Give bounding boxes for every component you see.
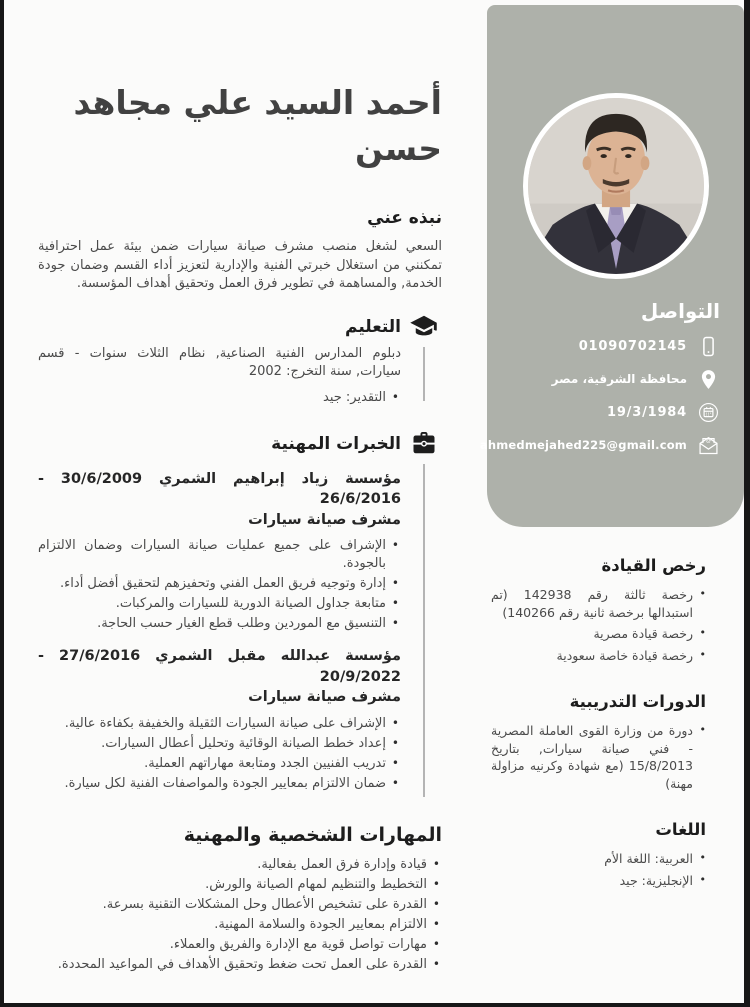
job-duties-list (38, 537, 401, 633)
timeline-line (423, 347, 425, 401)
portrait-illustration (528, 98, 704, 274)
languages-title: اللغات (655, 820, 706, 839)
svg-text:@: @ (705, 438, 712, 445)
contact-rows (479, 335, 720, 457)
smartphone-icon (697, 335, 720, 358)
languages-section (491, 819, 706, 889)
email-envelope-icon (697, 434, 720, 457)
list-item: • الإنجليزية: جيد (491, 872, 706, 890)
list-item: • رخصة ثالثة رقم 142938 (تم استبدالها برخصة ثانية رقم 140266) (491, 586, 706, 621)
education-text: دبلوم المدارس الفنية الصناعية, نظام الثلاث سنوات - قسم سيارات, سنة التخرج: 2002 (38, 345, 401, 379)
contact-location-row (497, 368, 720, 391)
list-item: • تدريب الفنيين الجدد ومتابعة مهاراتهم العملية. (38, 755, 401, 773)
list-item: • الإشراف على جميع عمليات صيانة السيارات وضمان الالتزام بالجودة. (38, 537, 401, 573)
list-item: • التقدير: جيد (38, 389, 401, 407)
list-item: • التنسيق مع الموردين وطلب قطع الغيار حسب الحاجة. (38, 615, 401, 633)
main-column (38, 52, 442, 976)
list-item: • التخطيط والتنظيم لمهام الصيانة والورش. (38, 876, 442, 894)
list-item: • إدارة وتوجيه فريق العمل الفني وتحفيزهم لتحقيق أفضل أداء. (38, 575, 401, 593)
email-text: ahmedmejahed225@gmail.com (479, 438, 687, 452)
education-title: التعليم (345, 316, 401, 337)
education-timeline-rail (406, 312, 442, 409)
list-item: • رخصة قيادة مصرية (491, 625, 706, 643)
languages-list (491, 850, 706, 889)
list-item: • قيادة وإدارة فرق العمل بفعالية. (38, 856, 442, 874)
calendar-icon (697, 401, 720, 424)
sidebar-panel (479, 5, 744, 527)
list-item: • ضمان الالتزام بمعايير الجودة والمواصفات الفنية لكل سيارة. (38, 775, 401, 793)
experience-section (38, 429, 442, 795)
profile-photo (523, 93, 709, 279)
list-item: • مهارات تواصل قوية مع الإدارة والفريق والعملاء. (38, 936, 442, 954)
job-role: مشرف صيانة سيارات (248, 689, 401, 705)
job-role: مشرف صيانة سيارات (248, 511, 401, 528)
list-item: • القدرة على تشخيص الأعطال وحل المشكلات التقنية بسرعة. (38, 896, 442, 914)
sidebar-lower (487, 555, 744, 889)
contact-email-row (479, 434, 720, 457)
contact-birthdate-row (497, 401, 720, 424)
job-heading: مؤسسة زياد إبراهيم الشمري 30/6/2009 - 26/6/2016 (38, 470, 401, 507)
timeline-line (423, 464, 425, 797)
contact-title: التواصل (640, 299, 720, 323)
phone-number: 01090702145 (578, 339, 687, 354)
courses-list (491, 722, 706, 792)
experience-timeline-rail (406, 429, 442, 795)
location-text: محافظة الشرقية، مصر (551, 372, 687, 386)
list-item: • متابعة جداول الصيانة الدورية للسيارات والمركبات. (38, 595, 401, 613)
skills-list (38, 856, 442, 974)
candidate-name: أحمد السيد علي مجاهد حسن (73, 83, 442, 168)
list-item: • رخصة قيادة خاصة سعودية (491, 647, 706, 665)
list-item: • العربية: اللغة الأم (491, 850, 706, 868)
about-title: نبذه عني (367, 208, 442, 228)
sidebar (479, 5, 744, 916)
location-pin-icon (697, 368, 720, 391)
courses-section (491, 691, 706, 792)
list-item: • الإشراف على صيانة السيارات الثقيلة والخفيفة بكفاءة عالية. (38, 715, 401, 733)
list-item: • الالتزام بمعايير الجودة والسلامة المهنية. (38, 916, 442, 934)
courses-title: الدورات التدريبية (569, 692, 706, 711)
graduation-cap-icon (409, 312, 439, 342)
skills-section (38, 823, 442, 974)
contact-phone-row (497, 335, 720, 358)
about-section (38, 206, 442, 294)
job-heading: مؤسسة عبدالله مقبل الشمري 27/6/2016 - 20/9/2022 (38, 648, 401, 685)
birthdate-text: 19/3/1984 (606, 405, 687, 420)
scan-edge-right (744, 0, 750, 1007)
job-entry (38, 469, 401, 634)
education-section (38, 312, 442, 409)
education-list (38, 389, 401, 407)
experience-title: الخبرات المهنية (271, 433, 401, 454)
list-item: • القدرة على العمل تحت ضغط وتحقيق الأهداف في المواعيد المحددة. (38, 956, 442, 974)
licenses-section (491, 555, 706, 664)
scan-edge-bottom (0, 1003, 750, 1007)
scan-edge-left (0, 0, 4, 1007)
job-entry (38, 646, 401, 793)
skills-title: المهارات الشخصية والمهنية (183, 823, 442, 846)
briefcase-icon (409, 429, 439, 459)
licenses-list (491, 586, 706, 664)
job-duties-list (38, 715, 401, 793)
licenses-title: رخص القيادة (601, 556, 706, 575)
about-text: السعي لشغل منصب مشرف صيانة سيارات ضمن بيئة عمل احترافية تمكنني من استغلال خبرتي الفنية والإدارية لتعزيز أداء القسم وضمان جودة الخدمة, والمساهمة في تطوير فرق العمل وتحقيق أهداف المؤسسة. (38, 239, 442, 291)
list-item: • إعداد خطط الصيانة الوقائية وتحليل أعطال السيارات. (38, 735, 401, 753)
list-item: • دورة من وزارة القوى العاملة المصرية - فني صيانة سيارات, بتاريخ 15/8/2013 (مع شهادة وكرنيه مزاولة مهنة) (491, 722, 706, 792)
